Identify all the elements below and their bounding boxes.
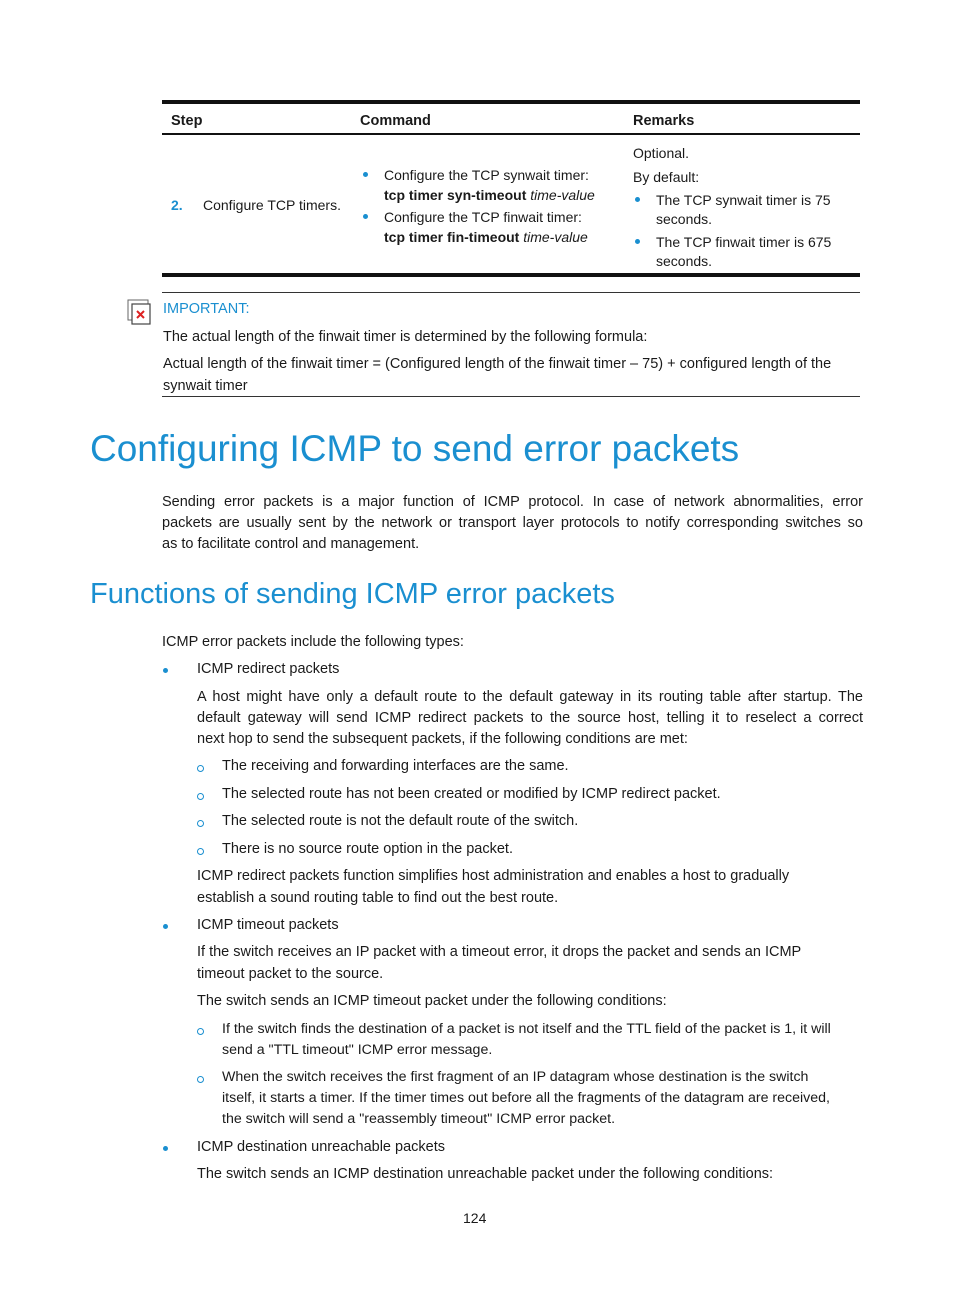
intro-line: packets are usually sent by the network or transport layer protocols to notify corresponding switches so bbox=[162, 515, 863, 531]
types-intro: ICMP error packets include the following types: bbox=[162, 634, 464, 650]
command-argument: time-value bbox=[530, 187, 595, 203]
page-number: 124 bbox=[463, 1210, 487, 1226]
bullet-icon bbox=[163, 1146, 168, 1151]
sub-list-item: The receiving and forwarding interfaces are the same. bbox=[222, 758, 569, 774]
note-bottom-rule bbox=[162, 396, 860, 397]
remark-item: The TCP synwait timer is 75 bbox=[656, 192, 831, 208]
table-header-command: Command bbox=[360, 113, 431, 129]
list-item-title: ICMP timeout packets bbox=[197, 917, 339, 933]
bullet-icon bbox=[635, 239, 640, 244]
text-line: send a "TTL timeout" ICMP error message. bbox=[222, 1042, 493, 1058]
remarks-optional: Optional. bbox=[633, 145, 690, 161]
text-line: establish a sound routing table to find out the best route. bbox=[197, 890, 559, 906]
command-line bbox=[384, 227, 588, 247]
circle-bullet-icon bbox=[197, 820, 204, 827]
important-formula: Actual length of the finwait timer = (Configured length of the finwait timer – 75) + configured length of the bbox=[163, 356, 832, 372]
remark-item: The TCP finwait timer is 675 bbox=[656, 234, 832, 250]
redirect-desc bbox=[197, 687, 863, 750]
command-line bbox=[384, 185, 595, 205]
important-icon bbox=[127, 299, 151, 325]
section-heading: Configuring ICMP to send error packets bbox=[90, 428, 740, 469]
text-line: default gateway will send ICMP redirect packets to the source host, telling it to reselect a correct bbox=[197, 710, 863, 726]
remarks-by-default: By default: bbox=[633, 169, 700, 185]
bullet-icon bbox=[363, 214, 368, 219]
command-keyword: tcp timer syn-timeout bbox=[384, 187, 527, 203]
text-line: If the switch finds the destination of a packet is not itself and the TTL field of the packet is 1, it will bbox=[222, 1021, 831, 1037]
intro-line: as to facilitate control and management. bbox=[162, 536, 420, 552]
intro-line: Sending error packets is a major function of ICMP protocol. In case of network abnormalities, error bbox=[162, 494, 863, 510]
remark-item-cont: seconds. bbox=[656, 253, 713, 269]
bullet-icon bbox=[163, 924, 168, 929]
sub-list-item: The selected route has not been created or modified by ICMP redirect packet. bbox=[222, 786, 721, 802]
command-keyword: tcp timer fin-timeout bbox=[384, 229, 520, 245]
step-text: Configure TCP timers. bbox=[203, 197, 341, 213]
text-line: A host might have only a default route to the default gateway in its routing table after startup. The bbox=[197, 689, 863, 705]
text-line: the switch will send a "reassembly timeout" ICMP error packet. bbox=[222, 1111, 616, 1127]
text-line: itself, it starts a timer. If the timer times out before all the fragments of the datagram are received, bbox=[222, 1090, 830, 1106]
bullet-icon bbox=[163, 668, 168, 673]
important-formula-cont: synwait timer bbox=[163, 378, 248, 394]
table-top-rule bbox=[162, 100, 860, 104]
intro-paragraph bbox=[162, 492, 863, 555]
text-line: The switch sends an ICMP destination unreachable packet under the following conditions: bbox=[197, 1166, 774, 1182]
circle-bullet-icon bbox=[197, 1076, 204, 1083]
sub-list-item bbox=[222, 1019, 863, 1061]
text-line: timeout packet to the source. bbox=[197, 966, 384, 982]
text-line: next hop to send the subsequent packets, if the following conditions are met: bbox=[197, 731, 688, 747]
circle-bullet-icon bbox=[197, 1028, 204, 1035]
table-header-remarks: Remarks bbox=[633, 113, 695, 129]
note-top-rule bbox=[162, 292, 860, 293]
text-line: If the switch receives an IP packet with a timeout error, it drops the packet and sends an ICMP bbox=[197, 944, 802, 960]
circle-bullet-icon bbox=[197, 765, 204, 772]
list-item-title: ICMP destination unreachable packets bbox=[197, 1139, 445, 1155]
command-argument: time-value bbox=[523, 229, 588, 245]
circle-bullet-icon bbox=[197, 848, 204, 855]
sub-list-item: There is no source route option in the packet. bbox=[222, 841, 513, 857]
sub-list-item: The selected route is not the default route of the switch. bbox=[222, 813, 579, 829]
table-header-step: Step bbox=[171, 113, 203, 129]
bullet-icon bbox=[635, 197, 640, 202]
command-desc: Configure the TCP finwait timer: bbox=[384, 209, 582, 225]
circle-bullet-icon bbox=[197, 793, 204, 800]
text-line: ICMP redirect packets function simplifies host administration and enables a host to gradually bbox=[197, 868, 790, 884]
remark-item-cont: seconds. bbox=[656, 211, 713, 227]
table-bottom-rule bbox=[162, 273, 860, 277]
text-line: When the switch receives the first fragment of an IP datagram whose destination is the switch bbox=[222, 1069, 809, 1085]
sub-list-item bbox=[222, 1067, 863, 1130]
text-line: The switch sends an ICMP timeout packet under the following conditions: bbox=[197, 993, 667, 1009]
important-text: The actual length of the finwait timer is determined by the following formula: bbox=[163, 329, 648, 345]
subsection-heading: Functions of sending ICMP error packets bbox=[90, 578, 615, 610]
step-number: 2. bbox=[171, 197, 183, 213]
command-desc: Configure the TCP synwait timer: bbox=[384, 167, 589, 183]
bullet-icon bbox=[363, 172, 368, 177]
important-label: IMPORTANT: bbox=[163, 301, 250, 317]
table-header-rule bbox=[162, 133, 860, 135]
list-item-title: ICMP redirect packets bbox=[197, 661, 340, 677]
